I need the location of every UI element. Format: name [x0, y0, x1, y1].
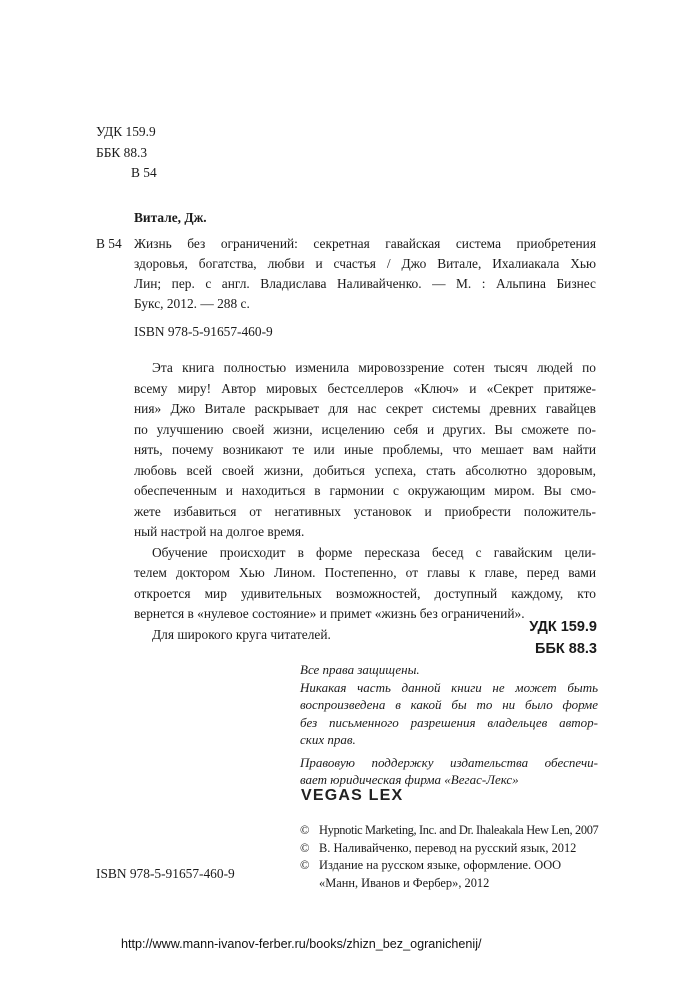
- copyright-block: [300, 822, 598, 892]
- bibliographic-line: Лин; пер. с англ. Владислава Наливайченко. — М. : Альпина Бизнес: [134, 276, 596, 291]
- rights-line: без письменного разрешения владельцев автор-: [300, 714, 598, 730]
- annotation-line: ния» Джо Витале раскрывает для нас секрет системы древних гавайцев: [134, 401, 596, 416]
- copyright-line-3-continued: «Манн, Иванов и Фербер», 2012: [319, 875, 490, 890]
- classification-codes-top: [96, 122, 157, 184]
- annotation-line: по улучшению своей жизни, исцелению себя и других. Вы сможете по-: [134, 421, 596, 437]
- rights-line: Никакая часть данной книги не может быть: [300, 679, 598, 695]
- copyright-line-1: Hypnotic Marketing, Inc. and Dr. Ihaleakala Hew Len, 2007: [319, 823, 599, 837]
- author-mark: В 54: [96, 236, 122, 251]
- annotation-line: вернется в «нулевое состояние» и примет «жизнь без ограничений».: [134, 606, 525, 621]
- annotation-line: жете избавиться от негативных установок и приобрести положитель-: [134, 503, 596, 519]
- copyright-line-2: В. Наливайченко, перевод на русский язык, 2012: [319, 840, 577, 855]
- annotation-paragraph-3: [134, 625, 596, 646]
- legal-support-line: Правовую поддержку издательства обеспечи-: [300, 754, 598, 770]
- rights-line: ских прав.: [300, 732, 356, 747]
- annotation-line: всему миру! Автор мировых бестселлеров «Ключ» и «Секрет притяже-: [134, 380, 596, 396]
- copyright-line-3: Издание на русском языке, оформление. ООО: [319, 858, 562, 872]
- annotation-line: Эта книга полностью изменила мировоззрение сотен тысяч людей по: [152, 360, 596, 375]
- annotation-paragraph-1: [134, 358, 596, 543]
- bibliographic-line: Букс, 2012. — 288 с.: [134, 296, 250, 311]
- bibliographic-line: здоровья, богатства, любви и счастья / Джо Витале, Ихалиакала Хью: [134, 256, 596, 271]
- copyright-icon: ©: [300, 840, 310, 855]
- isbn-top: ISBN 978-5-91657-460-9: [134, 324, 273, 339]
- legal-support-line: вает юридическая фирма «Вегас-Лекс»: [300, 772, 519, 787]
- isbn-bottom: ISBN 978-5-91657-460-9: [96, 866, 235, 881]
- bbk-code: ББК 88.3: [96, 144, 148, 160]
- udk-code: УДК 159.9: [96, 124, 156, 139]
- annotation-line: Обучение происходит в форме пересказа бесед с гавайским цели-: [152, 544, 596, 560]
- annotation-line: телем доктором Хью Лином. Постепенно, от главы к главе, перед вами: [134, 565, 596, 580]
- copyright-icon: ©: [300, 858, 310, 872]
- annotation: [134, 358, 596, 645]
- rights-notice: [300, 661, 598, 789]
- rights-line: воспроизведена в какой бы то ни было форме: [300, 697, 598, 712]
- annotation-line: нять, почему возникают те или иные проблемы, что мешает вам найти: [134, 442, 596, 457]
- annotation-line: Для широкого круга читателей.: [152, 626, 331, 642]
- copyright-icon: ©: [300, 823, 310, 837]
- bbk-code-bold: ББК 88.3: [535, 641, 597, 657]
- classification-codes-right: [529, 616, 597, 660]
- udk-code-bold: УДК 159.9: [529, 619, 597, 635]
- source-url: http://www.mann-ivanov-ferber.ru/books/zhizn_bez_ogranichenij/: [121, 937, 482, 951]
- annotation-line: откроется мир удивительных возможностей, доступный каждому, кто: [134, 585, 596, 601]
- bibliographic-record: [96, 234, 596, 314]
- bibliographic-line: Жизнь без ограничений: секретная гавайская система приобретения: [134, 236, 596, 251]
- annotation-line: ный настрой на долгое время.: [134, 524, 305, 539]
- author-heading: Витале, Дж.: [134, 210, 207, 225]
- annotation-paragraph-2: [134, 543, 596, 625]
- vegas-lex-logo: VEGAS LEX: [301, 787, 404, 804]
- author-mark-code: В 54: [131, 165, 157, 180]
- annotation-line: любовь всей своей жизни, добиться успеха, стать абсолютно здоровым,: [134, 462, 596, 478]
- annotation-line: обеспеченным и находиться в гармонии с окружающим миром. Вы смо-: [134, 483, 596, 498]
- rights-reserved: Все права защищены.: [300, 662, 420, 677]
